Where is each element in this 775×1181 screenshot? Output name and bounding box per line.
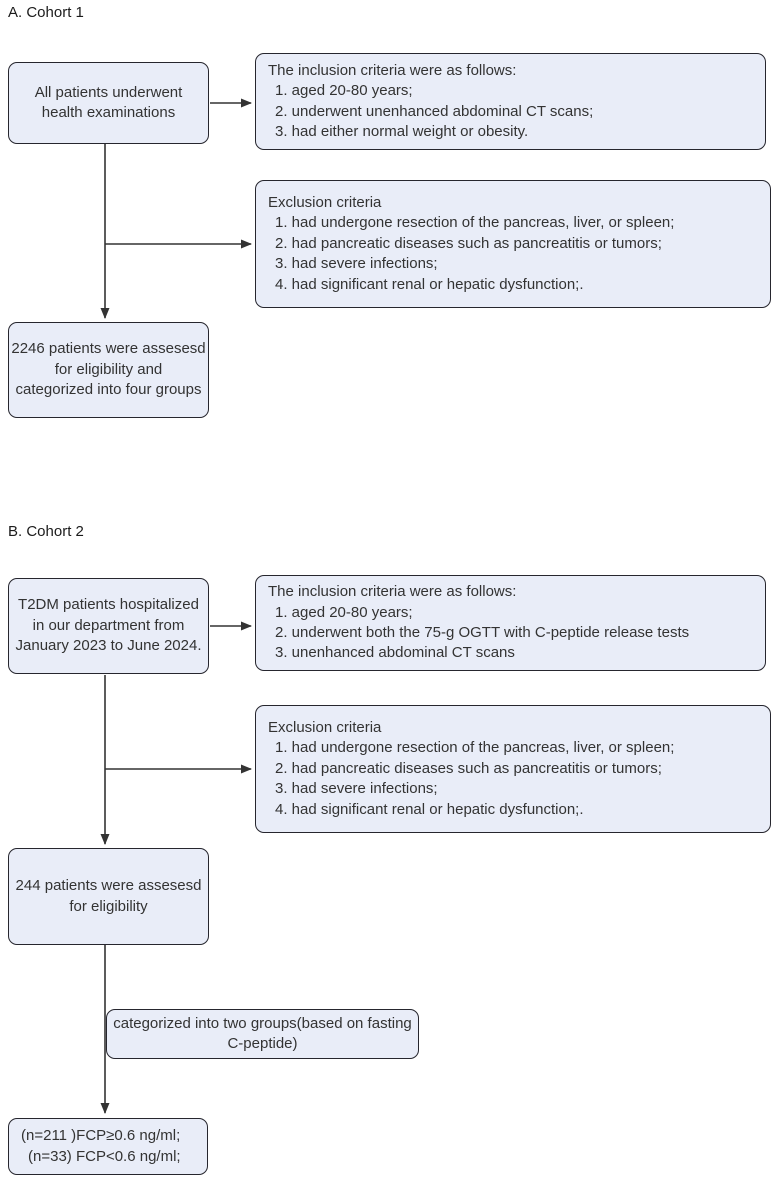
text-line: health examinations <box>41 104 176 121</box>
text-line: Exclusion criteria <box>268 719 382 737</box>
cohort1-title: A. Cohort 1 <box>8 4 84 21</box>
text-line: categorized into four groups <box>15 381 202 399</box>
text-line: The inclusion criteria were as follows: <box>268 583 517 601</box>
text-line: 2. had pancreatic diseases such as pancreatitis or tumors; <box>275 759 662 777</box>
text-line: for eligibility <box>69 897 148 915</box>
text-line: January 2023 to June 2024. <box>15 637 202 655</box>
text-line: 1. aged 20-80 years; <box>275 82 413 100</box>
text-line: 2. underwent both the 75-g OGTT with C-peptide release tests <box>275 624 690 641</box>
text-line: for eligibility and <box>54 360 163 378</box>
text-line: 3. unenhanced abdominal CT scans <box>275 644 515 662</box>
cohort2-inclusion-box <box>255 575 766 671</box>
text-line: 244 patients were assesesd <box>15 877 202 895</box>
cohort2-exclusion-box <box>255 705 771 833</box>
text-line: 1. had undergone resection of the pancreas, liver, or spleen; <box>275 739 675 757</box>
text-line: Exclusion criteria <box>268 194 382 212</box>
text-line: categorized into two groups(based on fasting <box>113 1014 412 1032</box>
text-line: 3. had severe infections; <box>275 255 438 273</box>
text-line: 1. had undergone resection of the pancreas, liver, or spleen; <box>275 214 675 232</box>
cohort2-title: B. Cohort 2 <box>8 523 84 540</box>
cohort2-start-box <box>8 578 209 674</box>
text-line: 2. had pancreatic diseases such as pancreatitis or tumors; <box>275 234 662 252</box>
text-line: 2. underwent unenhanced abdominal CT scans; <box>275 102 594 120</box>
text-line: 3. had either normal weight or obesity. <box>275 122 529 140</box>
text-line: C-peptide) <box>227 1035 298 1052</box>
text-line: (n=33) FCP<0.6 ng/ml; <box>28 1147 181 1165</box>
text-line: T2DM patients hospitalized <box>18 596 199 614</box>
text-line: 2246 patients were assesesd <box>11 340 206 358</box>
cohort2-result-box <box>8 1118 208 1175</box>
cohort1-outcome-box <box>8 322 209 418</box>
cohort2-assessed-box <box>8 848 209 945</box>
text-line: (n=211 )FCP≥0.6 ng/ml; <box>21 1127 181 1145</box>
text-line: All patients underwent <box>34 83 183 101</box>
cohort2-grouping-box <box>106 1009 419 1059</box>
text-line: 3. had severe infections; <box>275 780 438 798</box>
text-line: 1. aged 20-80 years; <box>275 603 413 621</box>
text-line: 4. had significant renal or hepatic dysfunction;. <box>275 275 584 293</box>
cohort1-exclusion-box <box>255 180 771 308</box>
text-line: The inclusion criteria were as follows: <box>268 61 517 79</box>
cohort1-inclusion-box <box>255 53 766 150</box>
cohort1-start-box <box>8 62 209 144</box>
text-line: 4. had significant renal or hepatic dysfunction;. <box>275 800 584 818</box>
text-line: in our department from <box>32 616 185 634</box>
